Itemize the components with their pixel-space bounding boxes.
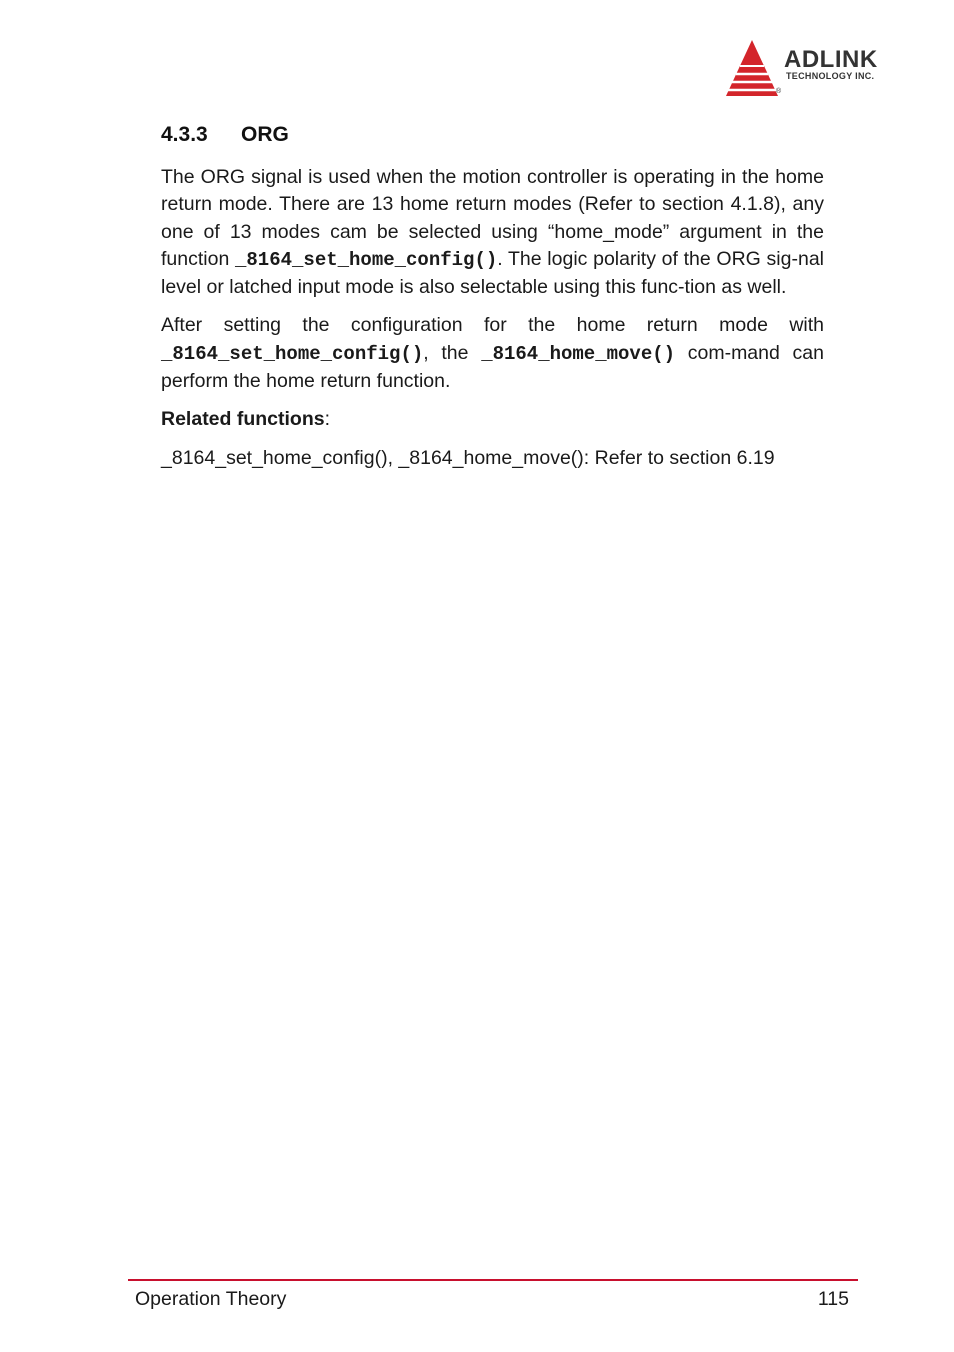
code-set-home-config-2: _8164_set_home_config() xyxy=(161,342,424,365)
section-heading xyxy=(161,120,824,150)
paragraph-after-setting xyxy=(161,312,824,395)
section-title: ORG xyxy=(241,123,289,146)
adlink-logo xyxy=(722,38,914,100)
adlink-triangle-icon xyxy=(722,38,782,100)
paragraph2-text-a: After setting the configuration for the home return mode with xyxy=(161,314,824,337)
related-functions-colon: : xyxy=(324,408,331,431)
page-content xyxy=(161,120,824,483)
code-set-home-config: _8164_set_home_config() xyxy=(235,248,498,271)
section-number: 4.3.3 xyxy=(161,123,208,146)
related-functions-text: _8164_set_home_config(), _8164_home_move(): Refer to section 6.19 xyxy=(161,446,775,469)
paragraph-org-signal xyxy=(161,164,824,301)
logo-subtitle: TECHNOLOGY INC. xyxy=(786,71,875,81)
page-number: 115 xyxy=(817,1288,849,1310)
code-home-move: _8164_home_move() xyxy=(481,342,676,365)
registered-mark: ® xyxy=(776,88,782,95)
paragraph1-text-b: . The logic polarity of the ORG sig-nal level or latched input mode is also selectable using this func-tion as well. xyxy=(161,247,824,299)
paragraph2-text-b: , the xyxy=(423,341,482,364)
paragraph1-text-a: The ORG signal is used when the motion controller is operating in the home return mode. There are 13 home return modes (Refer to section 4.1.8), any one of 13 modes cam be selected using “home_mode” argument in the function xyxy=(161,166,824,270)
footer-rule xyxy=(128,1279,858,1281)
footer-chapter: Operation Theory xyxy=(135,1288,287,1310)
logo-name: ADLINK xyxy=(784,46,878,73)
related-functions-heading xyxy=(161,406,824,433)
paragraph2-text-c: com-mand can perform the home return function. xyxy=(161,341,824,393)
related-functions-label: Related functions xyxy=(161,408,325,431)
